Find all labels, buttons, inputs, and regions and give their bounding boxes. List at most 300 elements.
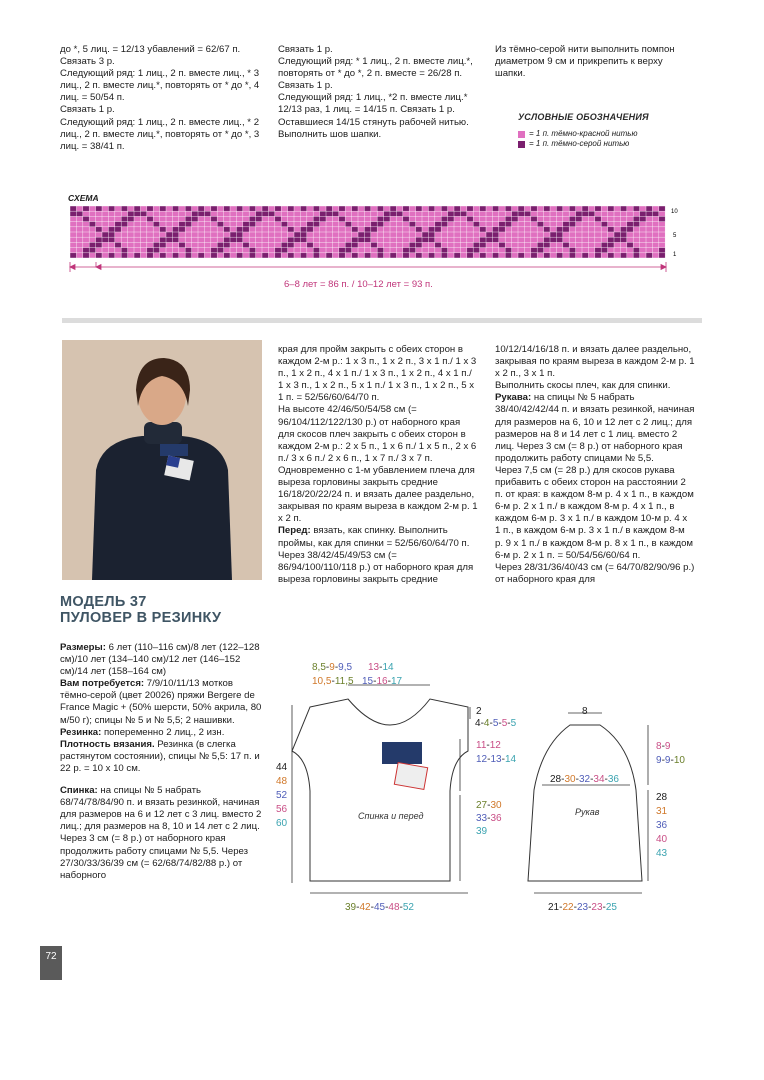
grid-cell [544, 242, 550, 247]
grid-cell [345, 242, 351, 247]
grid-cell [595, 253, 601, 258]
grid-cell [416, 242, 422, 247]
grid-cell [249, 248, 255, 253]
grid-cell [172, 206, 178, 211]
paragraph: Выполнить скосы плеч, как для спинки. [495, 380, 671, 392]
grid-cell [416, 227, 422, 232]
grid-cell [537, 242, 543, 247]
grid-cell [121, 253, 127, 258]
grid-cell [326, 206, 332, 211]
grid-cell [339, 216, 345, 221]
grid-cell [480, 206, 486, 211]
grid-cell [300, 232, 306, 237]
grid-cell [582, 253, 588, 258]
grid-cell [288, 242, 294, 247]
grid-cell [377, 206, 383, 211]
grid-cell [288, 227, 294, 232]
grid-cell [480, 253, 486, 258]
grid-cell [217, 248, 223, 253]
neck-depth-top: 2 [476, 706, 482, 717]
grid-cell [409, 242, 415, 247]
grid-cell [147, 253, 153, 258]
grid-cell [505, 222, 511, 227]
grid-cell [249, 222, 255, 227]
bottom-column-1 [60, 642, 262, 882]
grid-cell [121, 248, 127, 253]
grid-cell [646, 253, 652, 258]
chart-title: СХЕМА [68, 193, 99, 203]
grid-cell [416, 237, 422, 242]
grid-cell [563, 222, 569, 227]
shoulder-label: 13-14 [368, 662, 394, 673]
grid-cell [307, 222, 313, 227]
grid-cell [371, 222, 377, 227]
grid-cell [544, 206, 550, 211]
grid-cell [486, 232, 492, 237]
grid-cell [620, 232, 626, 237]
grid-cell [499, 242, 505, 247]
grid-cell [83, 248, 89, 253]
grid-cell [224, 227, 230, 232]
grid-cell [550, 237, 556, 242]
grid-cell [364, 206, 370, 211]
grid-cell [531, 206, 537, 211]
grid-cell [422, 237, 428, 242]
grid-cell [588, 211, 594, 216]
grid-cell [204, 211, 210, 216]
grid-cell [416, 206, 422, 211]
grid-cell [371, 242, 377, 247]
grid-cell [134, 253, 140, 258]
top-column-2 [278, 44, 478, 141]
grid-cell [224, 237, 230, 242]
grid-cell [441, 222, 447, 227]
top-column-1 [60, 44, 260, 153]
grid-cell [640, 211, 646, 216]
paragraph-sleeves: Рукава: на спицы № 5 набрать 38/40/42/42/44 п. и вязать резинкой, начиная для размеров на 6, 10 и 12 лет с 2 лиц.; для размеров на 8 и 14 лет с 1 лиц. вместо 2 лиц. Через 3 см (= 8 р.) от наборного края продолжить работу спицами № 5,5. [495, 392, 695, 464]
sleeve-label: Рукав [575, 807, 600, 817]
paragraph-front: Перед: вязать, как спинку. Выполнить проймы, как для спинки = 52/56/60/64/70 п. [278, 525, 470, 549]
grid-cell [236, 206, 242, 211]
patch-icon [382, 742, 422, 764]
neck-width-label-b: 10,5-11,5 [312, 676, 354, 687]
grid-cell [428, 227, 434, 232]
grid-cell [633, 216, 639, 221]
legend-item-light [518, 129, 718, 139]
grid-cell [473, 242, 479, 247]
grid-cell [313, 206, 319, 211]
grid-cell [409, 248, 415, 253]
grid-cell [262, 253, 268, 258]
sleeve-outline [528, 725, 642, 881]
grid-cell [601, 222, 607, 227]
bottom-column-3 [495, 344, 695, 586]
grid-cell [70, 206, 76, 211]
model-photo [62, 340, 262, 580]
grid-cell [224, 253, 230, 258]
grid-cell [646, 211, 652, 216]
grid-cell [608, 242, 614, 247]
armhole-label: 11-12 [476, 740, 501, 751]
grid-cell [428, 237, 434, 242]
body-outline [292, 699, 468, 881]
grid-cell [480, 227, 486, 232]
grid-cell [217, 242, 223, 247]
grid-cell [313, 222, 319, 227]
grid-cell [582, 211, 588, 216]
grid-cell [160, 242, 166, 247]
grid-cell [492, 227, 498, 232]
grid-cell [467, 216, 473, 221]
grid-cell [537, 222, 543, 227]
grid-cell [582, 206, 588, 211]
body-label: Спинка и перед [358, 811, 424, 821]
grid-cell [211, 216, 217, 221]
grid-cell [659, 253, 665, 258]
grid-cell [448, 216, 454, 221]
paragraph: Следующий ряд: 1 лиц., 2 п. вместе лиц., * 3 лиц., 2 п. вместе лиц.*, повторять от * до *, 4 лиц. = 50/54 п. [60, 68, 260, 104]
knitting-scheme [68, 204, 688, 294]
grid-cell [128, 216, 134, 221]
sleeve-cuff-label: 21-22-23-23-25 [548, 902, 617, 913]
grid-cell [192, 211, 198, 216]
grid-cell [601, 242, 607, 247]
grid-cell [441, 248, 447, 253]
grid-cell [428, 232, 434, 237]
grid-cell [281, 242, 287, 247]
grid-cell [121, 216, 127, 221]
legend-item-dark [518, 139, 718, 149]
row-label-1: 1 [673, 252, 677, 258]
grid-cell [627, 242, 633, 247]
grid-cell [358, 237, 364, 242]
sleeve-upper-label: 28-30-32-34-36 [550, 774, 619, 785]
grid-cell [627, 222, 633, 227]
grid-cell [384, 211, 390, 216]
grid-cell [288, 206, 294, 211]
grid-cell [358, 232, 364, 237]
grid-cell [115, 222, 121, 227]
grid-cell [473, 222, 479, 227]
width-label: 39-42-45-48-52 [345, 902, 414, 913]
grid-cell [467, 206, 473, 211]
grid-cell [505, 216, 511, 221]
paragraph: до *, 5 лиц. = 12/13 убавлений = 62/67 п. Связать 3 р. [60, 44, 241, 68]
grid-cell [243, 227, 249, 232]
grid-cell [89, 242, 95, 247]
grid-cell [294, 232, 300, 237]
grid-cell [147, 216, 153, 221]
grid-cell [550, 232, 556, 237]
grid-cell [121, 222, 127, 227]
grid-cell [140, 211, 146, 216]
paragraph-sizes: Размеры: 6 лет (110–116 см)/8 лет (122–128 см)/10 лет (134–140 см)/12 лет (146–152 см)/14 лет (158–164 см) [60, 642, 260, 678]
grid-cell [428, 206, 434, 211]
grid-cell [275, 206, 281, 211]
grid-cell [505, 206, 511, 211]
grid-cell [537, 248, 543, 253]
paragraph: Следующий ряд: * 1 лиц., 2 п. вместе лиц.*, повторять от * до *, 2 п. вместе = 26/28 п. Связать 1 р. [278, 56, 473, 92]
grid-cell [403, 216, 409, 221]
grid-cell [544, 237, 550, 242]
grid-cell [563, 227, 569, 232]
grid-cell [352, 206, 358, 211]
section-divider [62, 318, 702, 323]
scheme-grid [70, 206, 665, 258]
grid-cell [377, 216, 383, 221]
grid-cell [556, 237, 562, 242]
grid-cell [96, 253, 102, 258]
grid-cell [211, 248, 217, 253]
grid-cell [377, 248, 383, 253]
paragraph: Связать 1 р. [278, 44, 333, 55]
grid-cell [281, 248, 287, 253]
grid-cell [364, 227, 370, 232]
grid-cell [224, 242, 230, 247]
grid-cell [83, 216, 89, 221]
grid-cell [364, 237, 370, 242]
side-label-b: 33-36 [476, 813, 502, 824]
grid-cell [172, 237, 178, 242]
pattern-diagram [270, 655, 720, 920]
grid-cell [300, 227, 306, 232]
grid-cell [275, 248, 281, 253]
shoulder-label-b: 15-16-17 [362, 676, 403, 687]
grid-cell [608, 237, 614, 242]
sleeve-length-5: 43 [656, 848, 668, 859]
grid-cell [403, 206, 409, 211]
grid-cell [569, 206, 575, 211]
paragraph: Из тёмно-серой нити выполнить помпон диаметром 9 см и прикрепить к верху шапки. [495, 44, 675, 80]
grid-cell [89, 222, 95, 227]
grid-cell [403, 248, 409, 253]
grid-cell [262, 211, 268, 216]
grid-cell [608, 206, 614, 211]
grid-cell [236, 237, 242, 242]
grid-cell [531, 253, 537, 258]
grid-cell [492, 232, 498, 237]
grid-cell [224, 206, 230, 211]
grid-cell [524, 211, 530, 216]
grid-cell [601, 248, 607, 253]
paragraph: Связать 1 р. [60, 104, 115, 116]
grid-cell [390, 211, 396, 216]
grid-cell [435, 227, 441, 232]
grid-cell [236, 227, 242, 232]
grid-cell [390, 206, 396, 211]
grid-cell [300, 206, 306, 211]
grid-cell [83, 253, 89, 258]
legend [518, 112, 718, 149]
model-name: ПУЛОВЕР В РЕЗИНКУ [60, 610, 222, 626]
legend-swatch-light [518, 131, 525, 138]
grid-cell [172, 253, 178, 258]
grid-cell [102, 232, 108, 237]
grid-cell [569, 248, 575, 253]
grid-cell [288, 253, 294, 258]
grid-cell [492, 253, 498, 258]
grid-cell [544, 227, 550, 232]
grid-cell [160, 237, 166, 242]
grid-cell [441, 216, 447, 221]
grid-cell [230, 237, 236, 242]
grid-cell [172, 227, 178, 232]
grid-cell [121, 206, 127, 211]
grid-cell [576, 216, 582, 221]
grid-cell [185, 248, 191, 253]
grid-cell [198, 211, 204, 216]
model-title [60, 594, 221, 626]
grid-cell [467, 253, 473, 258]
grid-cell [160, 253, 166, 258]
height-label-5: 60 [276, 818, 288, 829]
neck-depth-label: 4-4-5-5-5 [475, 718, 517, 729]
grid-cell [620, 237, 626, 242]
top-column-3 [495, 44, 695, 80]
grid-cell [70, 211, 76, 216]
grid-cell [326, 253, 332, 258]
grid-cell [96, 227, 102, 232]
grid-cell [262, 206, 268, 211]
width-label: 6–8 лет = 86 п. / 10–12 лет = 93 п. [284, 279, 433, 290]
page-number: 72 [40, 946, 62, 980]
grid-cell [230, 232, 236, 237]
grid-cell [339, 206, 345, 211]
grid-cell [518, 206, 524, 211]
grid-cell [364, 253, 370, 258]
grid-cell [102, 237, 108, 242]
grid-cell [352, 253, 358, 258]
grid-cell [492, 206, 498, 211]
grid-cell [364, 232, 370, 237]
grid-cell [332, 211, 338, 216]
grid-cell [179, 222, 185, 227]
paragraph-rib: Резинка: попеременно 2 лиц., 2 изн. [60, 726, 225, 738]
grid-cell [448, 211, 454, 216]
grid-cell [96, 242, 102, 247]
legend-swatch-dark [518, 141, 525, 148]
grid-cell [147, 206, 153, 211]
grid-cell [480, 242, 486, 247]
grid-cell [128, 211, 134, 216]
grid-cell [320, 216, 326, 221]
grid-cell [307, 242, 313, 247]
grid-cell [403, 253, 409, 258]
model-number: МОДЕЛЬ 37 [60, 594, 147, 610]
grid-cell [352, 227, 358, 232]
grid-cell [441, 253, 447, 258]
grid-cell [300, 237, 306, 242]
side-label: 27-30 [476, 800, 502, 811]
grid-cell [320, 211, 326, 216]
grid-cell [76, 211, 82, 216]
grid-cell [249, 206, 255, 211]
grid-cell [473, 248, 479, 253]
grid-cell [153, 222, 159, 227]
legend-text: = 1 п. тёмно-серой нитью [529, 139, 630, 148]
grid-cell [108, 227, 114, 232]
grid-cell [294, 237, 300, 242]
grid-cell [166, 232, 172, 237]
grid-cell [620, 253, 626, 258]
grid-cell [89, 248, 95, 253]
grid-cell [454, 206, 460, 211]
grid-cell [326, 211, 332, 216]
height-label-1: 44 [276, 762, 288, 773]
grid-cell [544, 253, 550, 258]
grid-cell [166, 237, 172, 242]
grid-cell [416, 253, 422, 258]
grid-cell [198, 206, 204, 211]
grid-cell [659, 248, 665, 253]
grid-cell [211, 206, 217, 211]
grid-cell [275, 253, 281, 258]
grid-cell [249, 253, 255, 258]
grid-cell [339, 253, 345, 258]
grid-cell [467, 248, 473, 253]
grid-cell [633, 222, 639, 227]
grid-cell [108, 232, 114, 237]
paragraph-back: Спинка: на спицы № 5 набрать 68/74/78/84/90 п. и вязать резинкой, начиная для размеров на 6 и 12 лет с 3 лиц. вместо 2 лиц.; для размеров на 8, 10 и 14 лет с 2 лиц. Через 3 см (= 8 р.) от наборного края продолжить работу спицами № 5,5. Через 27/30/33/36/39 см (= 62/68/74/82/88 р.) от наборного [60, 785, 262, 881]
grid-cell [505, 253, 511, 258]
grid-cell [70, 253, 76, 258]
grid-cell [620, 206, 626, 211]
sleeve-length-2: 31 [656, 806, 668, 817]
grid-cell [115, 242, 121, 247]
paragraph: Следующий ряд: 1 лиц., 2 п. вместе лиц., * 2 лиц., 2 п. вместе лиц.*, повторять от * до *, 3 лиц. = 38/41 п. [60, 116, 260, 152]
grid-cell [441, 206, 447, 211]
grid-cell [659, 216, 665, 221]
grid-cell [313, 248, 319, 253]
grid-cell [179, 242, 185, 247]
paragraph: Следующий ряд: 1 лиц., *2 п. вместе лиц.* 12/13 раз, 1 лиц. = 14/15 п. Связать 1 р. Оставшиеся 14/15 стянуть рабочей нитью. [278, 92, 469, 128]
row-label-5: 5 [673, 233, 677, 239]
grid-cell [339, 248, 345, 253]
grid-cell [83, 206, 89, 211]
paragraph: Через 7,5 см (= 28 р.) для скосов рукава прибавить с обеих сторон на расстоянии 2 п. от края: в каждом 8-м р. 4 х 1 п., в каждом 6-м р. 2 х 1 п./ в каждом 8-м р. 4 х 1 п., в каждом 6-м р. 3 х 1 п./ в каждом 10-м р. 4 х 1 п., в каждом 6-м р. 3 х 1 п./ в каждом 8-м р. 9 х 1 п./ в каждом 8-м р. 8 х 1 п., в каждом 6-м р. 2 х 1 п. = 50/54/56/60/64 п. [495, 464, 694, 561]
grid-cell [569, 216, 575, 221]
grid-cell [108, 206, 114, 211]
grid-cell [275, 216, 281, 221]
height-label-2: 48 [276, 776, 288, 787]
grid-cell [345, 248, 351, 253]
flag-patch-icon [394, 763, 427, 790]
grid-cell [198, 253, 204, 258]
grid-cell [531, 248, 537, 253]
grid-cell [627, 227, 633, 232]
grid-cell [620, 227, 626, 232]
sleeve-cap-label: 8-9 [656, 741, 671, 752]
grid-cell [313, 253, 319, 258]
armhole-label-b: 12-13-14 [476, 754, 517, 765]
grid-cell [569, 222, 575, 227]
grid-cell [499, 227, 505, 232]
grid-cell [185, 216, 191, 221]
legend-text: = 1 п. тёмно-красной нитью [529, 129, 638, 138]
grid-cell [505, 248, 511, 253]
grid-cell [377, 253, 383, 258]
grid-cell [185, 222, 191, 227]
grid-cell [595, 216, 601, 221]
grid-cell [435, 242, 441, 247]
paragraph: 10/12/14/16/18 п. и вязать далее раздельно, закрывая по краям выреза в каждом 2-м р. 1 х 2 п., 3 х 1 п. [495, 344, 695, 380]
grid-cell [499, 222, 505, 227]
sleeve-length-3: 36 [656, 820, 668, 831]
grid-cell [288, 237, 294, 242]
grid-cell [211, 253, 217, 258]
grid-cell [652, 211, 658, 216]
grid-cell [556, 227, 562, 232]
